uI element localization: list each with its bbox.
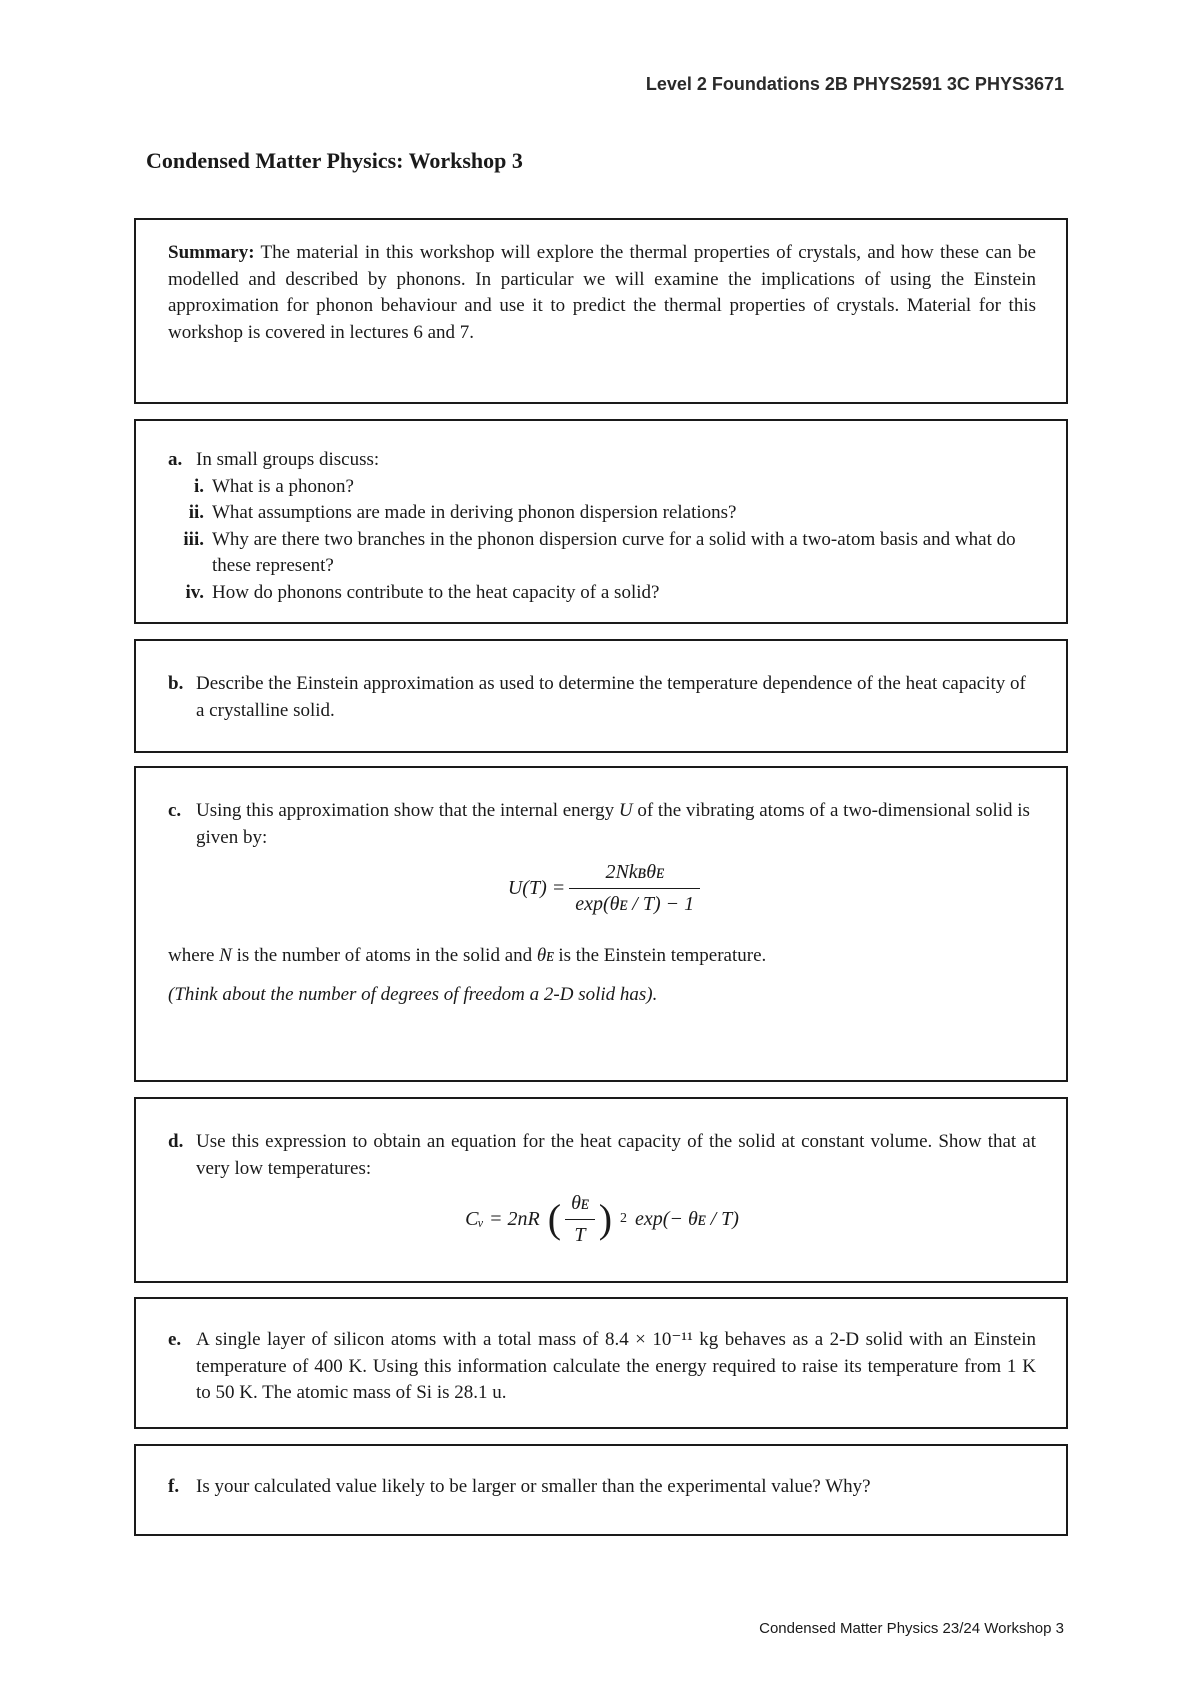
question-e-text: A single layer of silicon atoms with a total mass of 8.4 × 10⁻¹¹ kg behaves as a 2-D solid with an Einstein temperature of 400 K. Using this information calculate the energy required to raise its temperature from 1 K to 50 K. The atomic mass of Si is 28.1 u. [196,1329,1036,1403]
sub-number: i. [193,475,204,497]
equation-rhs: exp(− θᴇ / T) [635,1207,739,1230]
course-header: Level 2 Foundations 2B PHYS2591 3C PHYS3671 [645,74,1064,94]
summary-label: Summary: [168,242,255,263]
equation-denominator: T [574,1223,586,1246]
question-d-letter: d. [168,1131,184,1152]
question-a-sublist [168,474,1036,607]
equation-lhs: U(T) = [507,876,566,899]
question-a [168,447,1036,474]
question-c-letter: c. [168,800,182,821]
equation-lhs: Cᵥ = 2nR [465,1207,540,1230]
question-d-box [134,1097,1068,1283]
question-c [168,798,1036,851]
question-b-text: Describe the Einstein approximation as used to determine the temperature dependence of the heat capacity of a crystalline solid. [196,673,1026,721]
question-c-text [196,798,1036,851]
list-item [168,580,1036,607]
where-text: is the Einstein temperature. [553,945,767,966]
question-f-box [134,1444,1068,1536]
question-e-box [134,1297,1068,1429]
sub-text: What is a phonon? [212,475,354,497]
question-c-text-before: Using this approximation show that the internal energy [196,800,619,821]
list-item [168,474,1036,501]
sub-text: Why are there two branches in the phonon dispersion curve for a solid with a two-atom basis and what do these represent? [212,528,1016,576]
variable-theta-e: θᴇ [536,945,554,966]
where-text: where [168,945,220,966]
list-item [168,527,1036,580]
sub-text: How do phonons contribute to the heat capacity of a solid? [212,581,660,603]
question-f-letter: f. [168,1476,180,1497]
document-title: Condensed Matter Physics: Workshop 3 [146,148,523,173]
question-f-text: Is your calculated value likely to be larger or smaller than the experimental value? Why? [196,1476,871,1497]
question-f [168,1474,1036,1501]
variable-n: N [219,945,232,966]
question-a-intro: In small groups discuss: [196,449,380,470]
equation-numerator: 2Nkʙθᴇ [569,859,700,888]
question-c-note: (Think about the number of degrees of freedom a 2-D solid has). [168,983,658,1005]
question-c-where [168,943,1036,970]
summary-box [134,218,1068,404]
question-c-text-after: of the vibrating atoms of a two-dimensional solid is given by: [196,800,1030,848]
question-b-box [134,639,1068,753]
equation-power: 2 [620,1210,628,1226]
question-d-text: Use this expression to obtain an equation for the heat capacity of the solid at constant volume. Show that at very low temperatures: [196,1131,1036,1179]
list-item [168,500,1036,527]
close-paren: ) [598,1196,613,1241]
question-a-letter: a. [168,449,183,470]
sub-number: iv. [185,581,204,603]
sub-text: What assumptions are made in deriving phonon dispersion relations? [212,502,737,523]
where-text: is the number of atoms in the solid and [231,945,537,966]
question-e [168,1327,1036,1407]
variable-u: U [618,800,633,821]
question-c-box [134,766,1068,1082]
heat-capacity-equation [168,1190,1036,1248]
question-b [168,671,1036,724]
question-a-box [134,419,1068,624]
question-e-letter: e. [168,1329,182,1350]
sub-number: iii. [183,528,204,550]
equation-numerator: θᴇ [565,1190,595,1219]
question-b-letter: b. [168,673,184,694]
open-paren: ( [547,1196,562,1241]
equation-denominator: exp(θᴇ / T) − 1 [575,892,695,915]
summary-text: The material in this workshop will explore the thermal properties of crystals, and how these can be modelled and described by phonons. In particular we will examine the implications of using the Einstein approximation for phonon behaviour and use it to predict the thermal properties of crystals. Material for this workshop is covered in lectures 6 and 7. [168,242,1036,343]
question-d [168,1129,1036,1182]
page-footer: Condensed Matter Physics 23/24 Workshop 3 [759,1620,1064,1637]
internal-energy-equation [168,859,1036,917]
sub-number: ii. [188,502,204,523]
